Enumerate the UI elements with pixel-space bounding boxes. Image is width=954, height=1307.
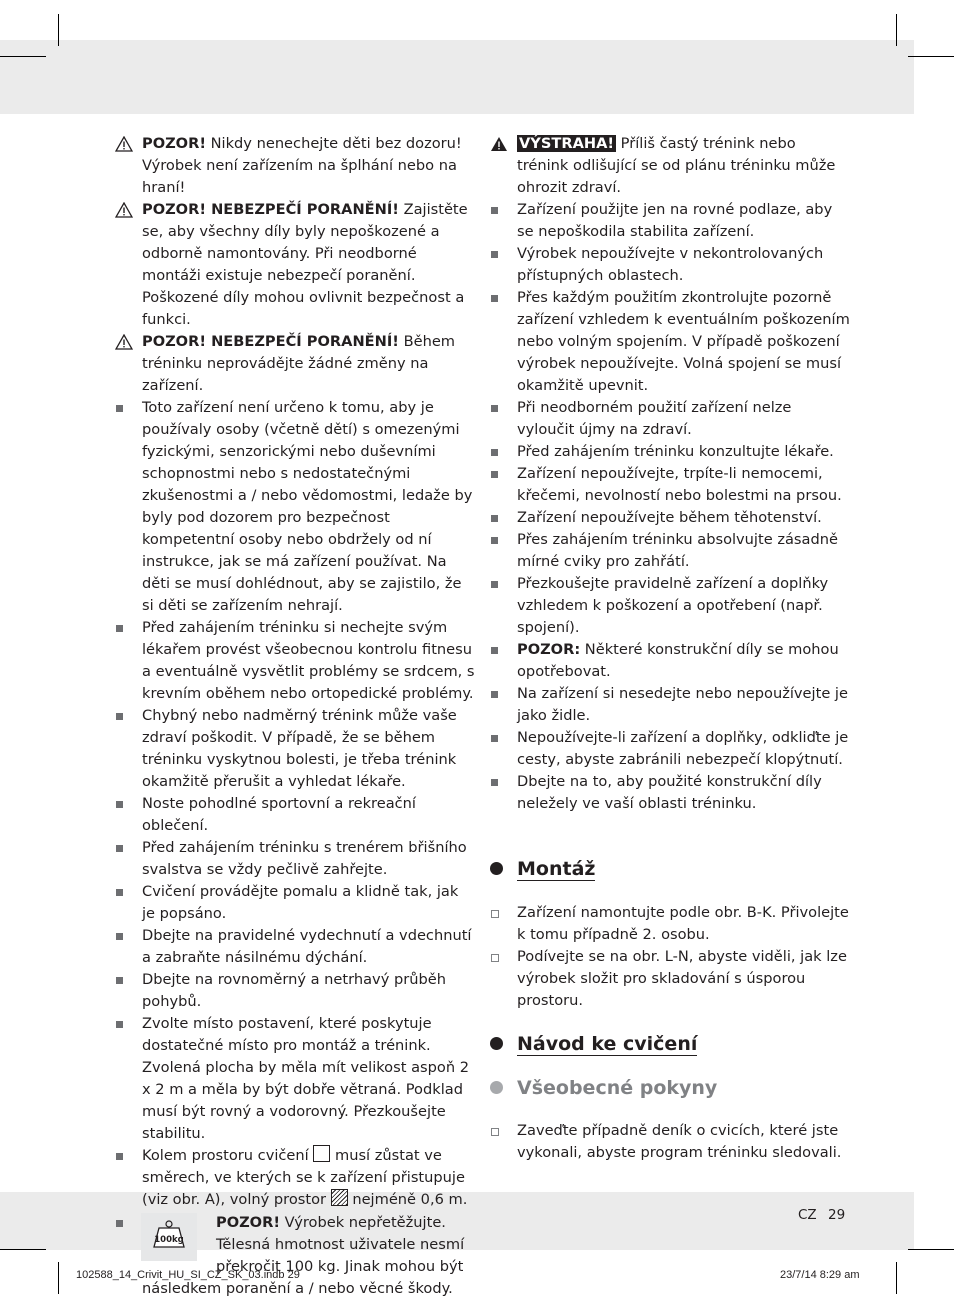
square-bullet-icon xyxy=(491,779,498,786)
list-item-text: Toto zařízení není určeno k tomu, aby je používaly osoby (včetně dětí) s omezenými fyzickými, senzorickými nebo duševními schopnostmi nebo s nedostatečnými zkušenostmi a / nebo vědomostmi, ledaže by byly pod dozorem pro bezpečnost kompetentní osoby nebo obdržely od ní instrukce, jak se má zařízení používat. Na děti se musí dohlédnout, aby se zajistilo, že si děti se zařízením nehrají. xyxy=(142,399,473,614)
list-item xyxy=(115,617,475,705)
list-item xyxy=(490,1120,850,1164)
list-item-text: Přezkoušejte pravidelně zařízení a doplňky vzhledem k poškození a opotřebení (např. spojení). xyxy=(517,575,829,636)
weight-line-4: následkem poranění a / nebo věcné škody. xyxy=(142,1280,453,1297)
list-item xyxy=(490,287,850,397)
footer-lang: CZ xyxy=(798,1207,817,1223)
square-bullet-icon xyxy=(491,295,498,302)
warning-badge: VÝSTRAHA! xyxy=(519,135,615,152)
list-item-text: Nepoužívejte-li zařízení a doplňky, odkliďte je cesty, abyste zabránili nebezpečí klopýtnutí. xyxy=(517,729,849,768)
warning-text: Nikdy nenechejte děti bez dozoru! Výrobek není zařízením na šplhání nebo na hraní! xyxy=(142,135,462,196)
list-item-text: Dbejte na rovnoměrný a netrhavý průběh pohybů. xyxy=(142,971,446,1010)
list-item xyxy=(490,727,850,771)
list-item xyxy=(490,771,850,815)
square-bullet-icon xyxy=(116,405,123,412)
list-item-text: Zařízení použijte jen na rovné podlaze, aby se nepoškodila stabilita zařízení. xyxy=(517,201,833,240)
list-item-text: Zvolte místo postavení, které poskytuje dostatečné místo pro montáž a trénink. Zvolená plocha by měla mít velikost aspoň 2 x 2 m a měla by být dobře větraná. Podklad musí být rovný a vodorovný. Přezkoušejte stabilitu. xyxy=(142,1015,469,1142)
crop-mark xyxy=(908,56,954,57)
list-item-text: Podívejte se na obr. L-N, abyste viděli, jak lze výrobek složit pro skladování s úsporou prostoru. xyxy=(517,948,847,1009)
section-heading-montaz: Montáž xyxy=(490,856,850,882)
left-column xyxy=(115,133,475,1300)
list-item-text: Výrobek nepoužívejte v nekontrolovaných přístupných oblastech. xyxy=(517,245,824,284)
square-bullet-icon xyxy=(116,933,123,940)
list-item-text: Před zahájením tréninku konzultujte lékaře. xyxy=(517,443,834,460)
warning-triangle-icon xyxy=(115,136,133,152)
bullet-dot-icon xyxy=(490,1081,503,1094)
hollow-square-bullet-icon xyxy=(491,910,499,918)
square-bullet-icon xyxy=(116,889,123,896)
list-item-text: Dbejte na pravidelné vydechnutí a vdechnutí a zabraňte násilnému dýchání. xyxy=(142,927,472,966)
warning-item xyxy=(115,331,475,397)
warning-item xyxy=(490,133,850,199)
crop-mark xyxy=(896,14,897,46)
slug-date: 23/7/14 8:29 am xyxy=(780,1269,860,1281)
pozor-text: Některé konstrukční díly se mohou opotřebovat. xyxy=(517,641,839,680)
weight-limit-icon xyxy=(141,1213,197,1261)
list-item-text: Přes každým použitím zkontrolujte pozorně zařízení vzhledem k eventuálním poškozením nebo volným spojením. V případě poškození výrobek nepoužívejte. Volná spojení se musí okamžitě upevnit. xyxy=(517,289,850,394)
warning-triangle-icon xyxy=(115,202,133,218)
list-item xyxy=(115,1013,475,1145)
square-bullet-icon xyxy=(491,515,498,522)
square-bullet-icon xyxy=(491,581,498,588)
list-item-space xyxy=(115,1145,475,1211)
list-item xyxy=(115,705,475,793)
warning-label: POZOR! NEBEZPEČÍ PORANĚNÍ! xyxy=(142,333,399,350)
space-text-3: nejméně 0,6 m. xyxy=(347,1191,468,1208)
section-heading-navod: Návod ke cvičení xyxy=(490,1031,850,1057)
training-area-icon xyxy=(313,1145,330,1162)
free-space-icon xyxy=(331,1189,348,1206)
bullet-dot-icon xyxy=(490,862,503,875)
slug-file: 102588_14_Crivit_HU_SI_CZ_SK_03.indb 29 xyxy=(76,1269,300,1281)
list-item xyxy=(490,199,850,243)
square-bullet-icon xyxy=(116,977,123,984)
list-item xyxy=(490,463,850,507)
list-item-text: Noste pohodlné sportovní a rekreační oblečení. xyxy=(142,795,416,834)
list-item xyxy=(490,441,850,463)
square-bullet-icon xyxy=(491,251,498,258)
space-text-1: Kolem prostoru cvičení xyxy=(142,1147,314,1164)
square-bullet-icon xyxy=(491,691,498,698)
warning-text: Zajistěte se, aby všechny díly byly nepoškozené a odborně namontovány. Při neodborné montáži existuje nebezpečí poranění. Poškozené díly mohou ovlivnit bezpečnost a funkci. xyxy=(142,201,468,328)
section-heading-vseobecne: Všeobecné pokyny xyxy=(490,1075,850,1101)
weight-line-2: Tělesná hmotnost uživatele nesmí xyxy=(216,1236,465,1253)
list-item xyxy=(115,969,475,1013)
list-item-text: Před zahájením tréninku s trenérem břišního svalstva se vždy pečlivě zahřejte. xyxy=(142,839,467,878)
crop-mark xyxy=(58,1262,59,1294)
list-item xyxy=(490,902,850,946)
list-item xyxy=(490,529,850,573)
list-item xyxy=(115,837,475,881)
hollow-square-bullet-icon xyxy=(491,954,499,962)
header-band xyxy=(0,40,914,114)
weight-icon-label: 100kg xyxy=(154,1235,184,1245)
list-item-text: Cvičení provádějte pomalu a klidně tak, jak je popsáno. xyxy=(142,883,459,922)
list-item-text: Před zahájením tréninku si nechejte svým lékařem provést všeobecnou kontrolu fitnesu a eventuálně vysvětlit problémy se srdcem, s krevním oběhem nebo ortopedické problémy. xyxy=(142,619,475,702)
pozor-label: POZOR: xyxy=(517,641,581,658)
square-bullet-icon xyxy=(491,449,498,456)
square-bullet-icon xyxy=(116,1220,123,1227)
warning-item xyxy=(115,133,475,199)
warning-label: POZOR! NEBEZPEČÍ PORANĚNÍ! xyxy=(142,201,399,218)
square-bullet-icon xyxy=(491,405,498,412)
list-item-text: Zařízení nepoužívejte během těhotenství. xyxy=(517,509,822,526)
list-item xyxy=(115,881,475,925)
list-item xyxy=(115,793,475,837)
list-item xyxy=(490,397,850,441)
list-item xyxy=(115,397,475,617)
list-item-text: Přes zahájením tréninku absolvujte zásadně mírné cviky pro zahřátí. xyxy=(517,531,838,570)
crop-mark xyxy=(896,1262,897,1294)
crop-mark xyxy=(908,1249,954,1250)
right-column xyxy=(490,133,850,1164)
crop-mark xyxy=(0,56,46,57)
weight-label: POZOR! xyxy=(216,1214,280,1231)
list-item-text: Na zařízení si nesedejte nebo nepoužívejte je jako židle. xyxy=(517,685,848,724)
list-item-text: Zařízení nepoužívejte, trpíte-li nemocemi, křečemi, nevolností nebo bolestmi na prsou. xyxy=(517,465,842,504)
hollow-square-bullet-icon xyxy=(491,1128,499,1136)
square-bullet-icon xyxy=(116,625,123,632)
list-item-text: Při neodborném použití zařízení nelze vyloučit újmy na zdraví. xyxy=(517,399,792,438)
list-item-text: Chybný nebo nadměrný trénink může vaše zdraví poškodit. V případě, že se během tréninku vyskytnou bolesti, je třeba trénink okamžitě přerušit a vyhledat lékaře. xyxy=(142,707,457,790)
weight-line-1: Výrobek nepřetěžujte. xyxy=(279,1214,446,1231)
square-bullet-icon xyxy=(116,713,123,720)
square-bullet-icon xyxy=(491,647,498,654)
crop-mark xyxy=(0,1249,46,1250)
warning-text: Během tréninku neprovádějte žádné změny na zařízení. xyxy=(142,333,456,394)
square-bullet-icon xyxy=(491,471,498,478)
warning-item xyxy=(115,199,475,331)
crop-mark xyxy=(58,14,59,46)
square-bullet-icon xyxy=(116,845,123,852)
square-bullet-icon xyxy=(491,537,498,544)
list-item xyxy=(490,946,850,1012)
warning-label: POZOR! xyxy=(142,135,206,152)
square-bullet-icon xyxy=(116,1153,123,1160)
warning-triangle-icon xyxy=(115,334,133,350)
weight-line-3: překročit 100 kg. Jinak mohou být xyxy=(216,1258,464,1275)
list-item-text: Zaveďte případně deník o cvicích, které jste vykonali, abyste program tréninku sledovali. xyxy=(517,1122,842,1161)
list-item-text: Zařízení namontujte podle obr. B-K. Přivolejte k tomu případně 2. osobu. xyxy=(517,904,849,943)
square-bullet-icon xyxy=(491,207,498,214)
bullet-dot-icon xyxy=(490,1037,503,1050)
list-item xyxy=(490,683,850,727)
list-item-weight xyxy=(115,1212,475,1300)
page-number: 29 xyxy=(828,1207,846,1223)
square-bullet-icon xyxy=(116,801,123,808)
list-item xyxy=(490,573,850,639)
square-bullet-icon xyxy=(491,735,498,742)
space-text-2: musí zůstat ve směrech, ve kterých se k zařízení přistupuje (viz obr. A), volný prostor xyxy=(142,1147,465,1208)
list-item xyxy=(490,243,850,287)
warning-triangle-filled-icon xyxy=(490,136,508,152)
square-bullet-icon xyxy=(116,1021,123,1028)
warning-text: Příliš častý trénink nebo trénink odlišující se od plánu tréninku může ohrozit zdraví. xyxy=(517,135,836,196)
list-item-text: Dbejte na to, aby použité konstrukční díly neležely ve vaší oblasti tréninku. xyxy=(517,773,822,812)
list-item xyxy=(115,925,475,969)
list-item xyxy=(490,507,850,529)
list-item-pozor xyxy=(490,639,850,683)
